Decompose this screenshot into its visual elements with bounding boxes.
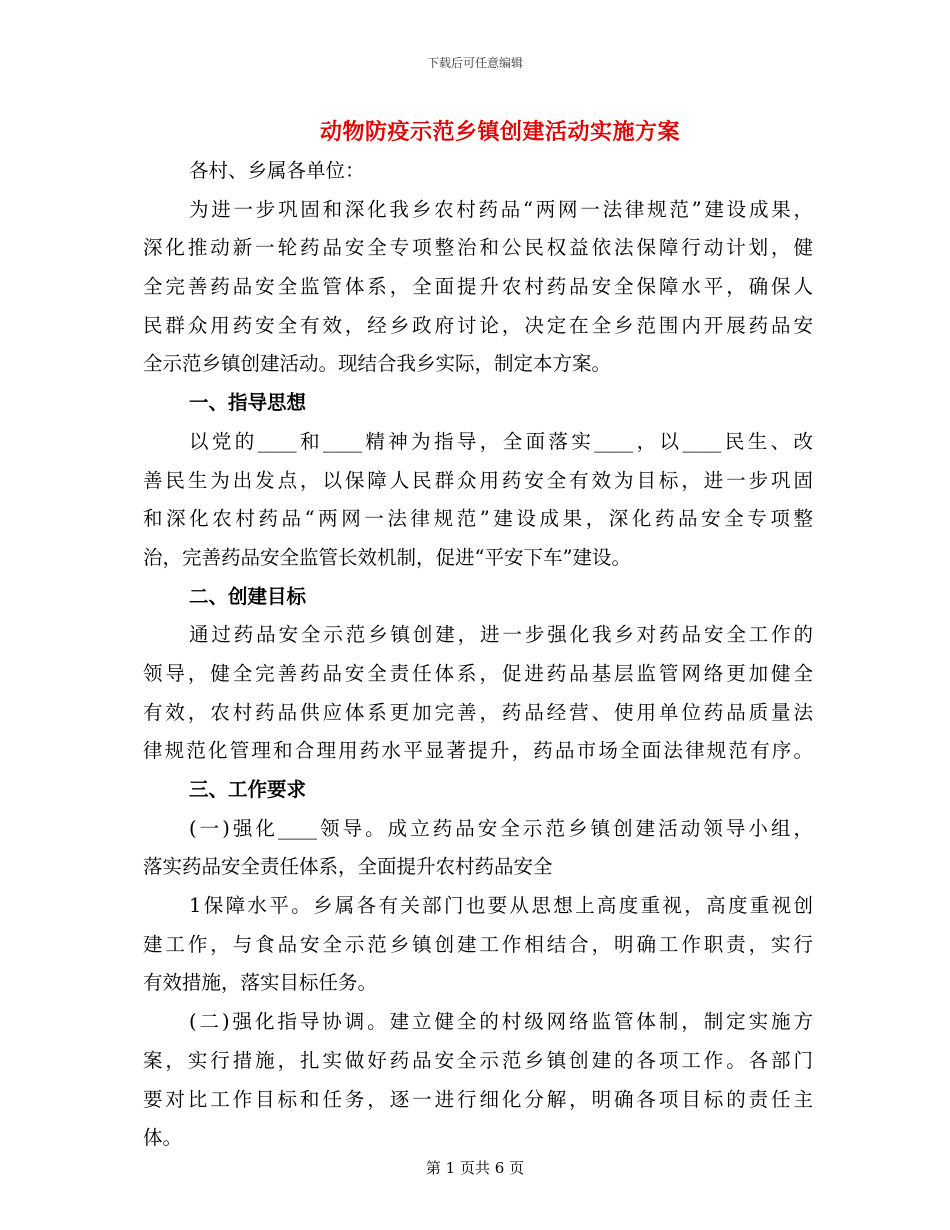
paragraph-line: 为进一步巩固和深化我乡农村药品“两网一法律规范”建设成果， bbox=[189, 197, 813, 221]
paragraph-line: 深化推动新一轮药品安全专项整治和公民权益依法保障行动计划，健 bbox=[143, 236, 813, 260]
section-heading: 一、指导思想 bbox=[189, 391, 307, 415]
paragraph-line: 通过药品安全示范乡镇创建，进一步强化我乡对药品安全工作的 bbox=[189, 623, 813, 647]
salutation: 各村、乡属各单位： bbox=[189, 159, 365, 182]
paragraph-line: (二)强化指导协调。建立健全的村级网络监管体制，制定实施方 bbox=[189, 1010, 813, 1034]
paragraph-line: 1保障水平。乡属各有关部门也要从思想上高度重视，高度重视创 bbox=[189, 894, 813, 918]
paragraph-line: 有效措施，落实目标任务。 bbox=[143, 971, 378, 995]
section-heading: 二、创建目标 bbox=[189, 584, 307, 608]
paragraph-line: 民群众用药安全有效，经乡政府讨论，决定在全乡范围内开展药品安 bbox=[143, 313, 813, 337]
paragraph-line: 落实药品安全责任体系，全面提升农村药品安全 bbox=[143, 855, 553, 879]
document-title: 动物防疫示范乡镇创建活动实施方案 bbox=[319, 119, 680, 145]
page-footer: 第 1 页共 6 页 bbox=[425, 1159, 525, 1177]
paragraph-line: 善民生为出发点，以保障人民群众用药安全有效为目标，进一步巩固 bbox=[143, 468, 813, 492]
paragraph-line: 建工作，与食品安全示范乡镇创建工作相结合，明确工作职责，实行 bbox=[143, 932, 813, 956]
paragraph-line: 有效，农村药品供应体系更加完善，药品经营、使用单位药品质量法 bbox=[143, 700, 813, 724]
page-header: 下载后可任意编辑 bbox=[426, 56, 523, 70]
paragraph-line: 体。 bbox=[143, 1126, 183, 1150]
section-heading: 三、工作要求 bbox=[189, 778, 307, 801]
paragraph-line: (一)强化____领导。成立药品安全示范乡镇创建活动领导小组， bbox=[189, 816, 813, 840]
paragraph-line: 以党的____和____精神为指导，全面落实____，以____民生、改 bbox=[189, 429, 813, 453]
paragraph-line: 律规范化管理和合理用药水平显著提升，药品市场全面法律规范有序。 bbox=[143, 739, 813, 763]
paragraph-line: 案，实行措施，扎实做好药品安全示范乡镇创建的各项工作。各部门 bbox=[143, 1048, 813, 1072]
paragraph-line: 全示范乡镇创建活动。现结合我乡实际，制定本方案。 bbox=[143, 352, 612, 376]
paragraph-line: 和深化农村药品“两网一法律规范”建设成果，深化药品安全专项整 bbox=[143, 507, 813, 531]
document-body bbox=[143, 152, 813, 1158]
paragraph-line: 全完善药品安全监管体系，全面提升农村药品安全保障水平，确保人 bbox=[143, 275, 813, 299]
paragraph-line: 治，完善药品安全监管长效机制，促进“平安下车”建设。 bbox=[143, 545, 631, 569]
paragraph-line: 领导，健全完善药品安全责任体系，促进药品基层监管网络更加健全 bbox=[143, 661, 813, 685]
paragraph-line: 要对比工作目标和任务，逐一进行细化分解，明确各项目标的责任主 bbox=[143, 1087, 813, 1111]
